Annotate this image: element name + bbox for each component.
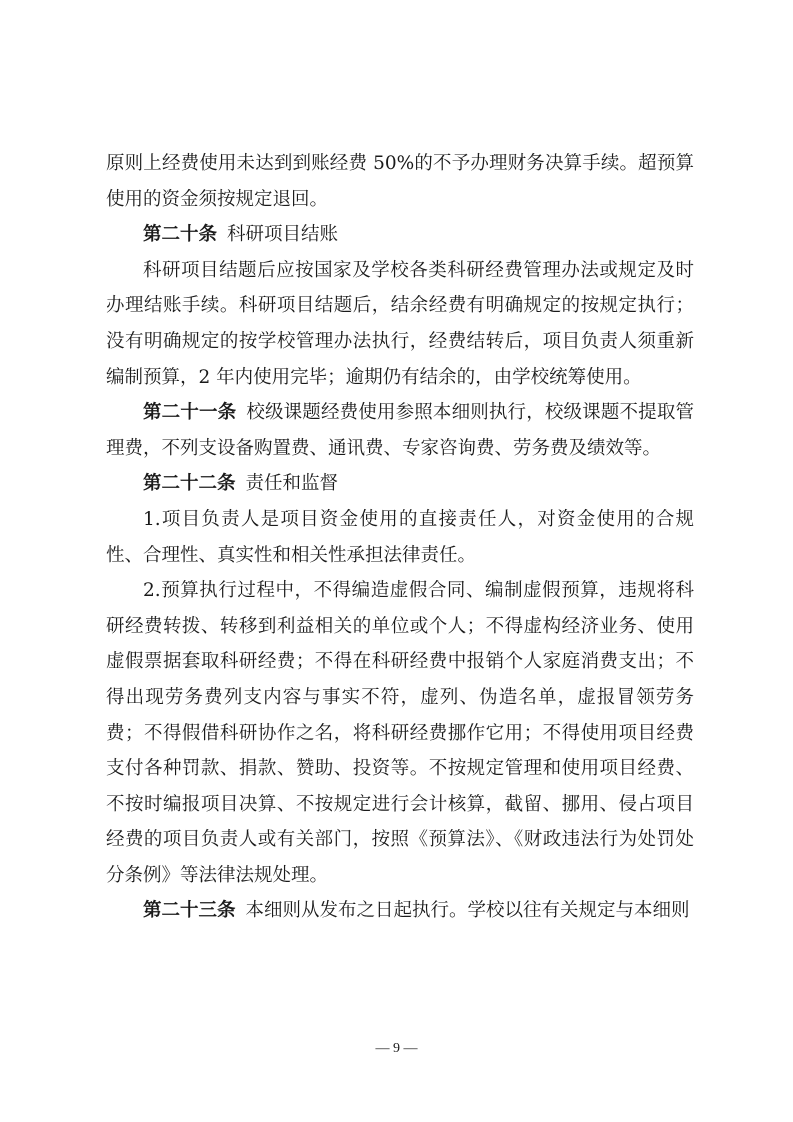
document-body — [106, 146, 694, 929]
article-22 — [106, 466, 694, 502]
page-number: — 9 — — [375, 1041, 418, 1056]
article-20-heading: 科研项目结账 — [227, 224, 339, 246]
article-21-title: 第二十一条 — [143, 402, 237, 424]
article-22-title: 第二十二条 — [143, 473, 236, 495]
paragraph-budget-settlement: 原则上经费使用未达到到账经费 50%的不予办理财务决算手续。超预算使用的资金须按规定退回。 — [106, 153, 694, 210]
article-20-title: 第二十条 — [143, 224, 218, 246]
article-20 — [106, 217, 694, 253]
article-21 — [106, 395, 694, 466]
paragraph-project-closing: 科研项目结题后应按国家及学校各类科研经费管理办法或规定及时办理结账手续。科研项目结题后，结余经费有明确规定的按规定执行；没有明确规定的按学校管理办法执行，经费结转后，项目负责人须重新编制预算，2 年内使用完毕；逾期仍有结余的，由学校统筹使用。 — [106, 259, 694, 388]
article-21-body: 校级课题经费使用参照本细则执行，校级课题不提取管理费，不列支设备购置费、通讯费、专家咨询费、劳务费及绩效等。 — [106, 402, 694, 459]
paragraph-responsibility: 1.项目负责人是项目资金使用的直接责任人，对资金使用的合规性、合理性、真实性和相关性承担法律责任。 — [106, 508, 694, 566]
article-22-heading: 责任和监督 — [245, 473, 339, 495]
article-23-body: 本细则从发布之日起执行。学校以往有关规定与本细则 — [245, 900, 690, 922]
paragraph-prohibitions: 2.预算执行过程中，不得编造虚假合同、编制虚假预算，违规将科研经费转拨、转移到利益相关的单位或个人；不得虚构经济业务、使用虚假票据套取科研经费；不得在科研经费中报销个人家庭消费支出；不得出现劳务费列支内容与事实不符，虚列、伪造名单，虚报冒领劳务费；不得假借科研协作之名，将科研经费挪作它用；不得使用项目经费支付各种罚款、捐款、赞助、投资等。不按规定管理和使用项目经费、不按时编报项目决算、不按规定进行会计核算，截留、挪用、侵占项目经费的项目负责人或有关部门，按照《预算法》、《财政违法行为处罚处分条例》等法律法规处理。 — [106, 580, 694, 886]
article-23 — [106, 893, 694, 929]
article-23-title: 第二十三条 — [143, 900, 236, 922]
